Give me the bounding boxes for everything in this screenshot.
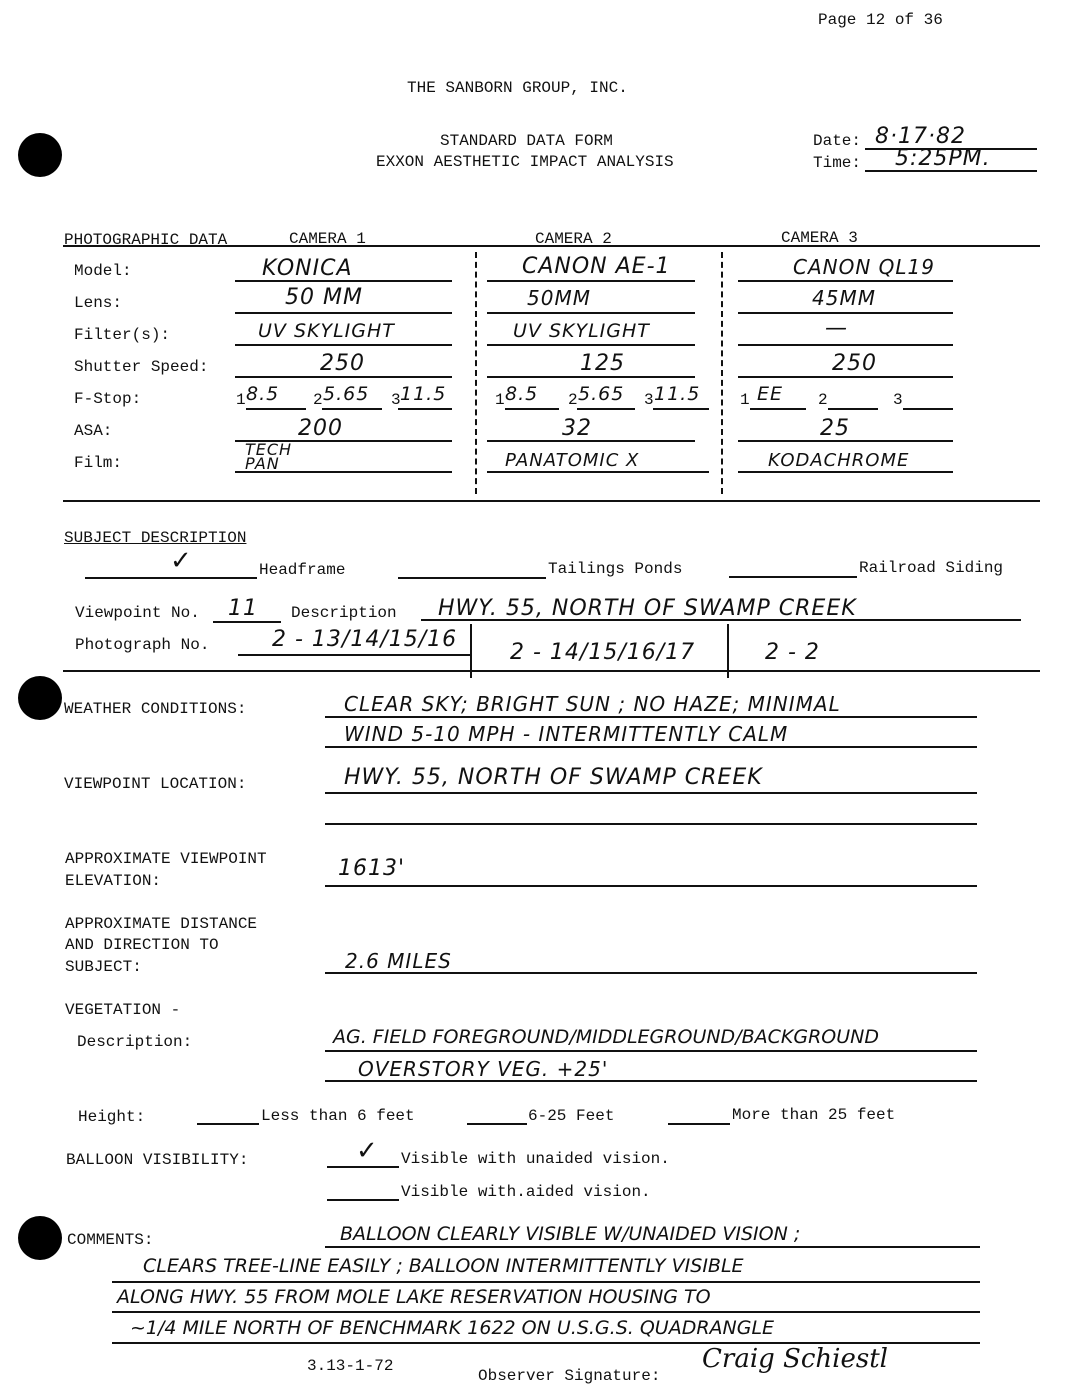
- shutter-label: Shutter Speed:: [74, 358, 209, 376]
- vegetation-line1[interactable]: AG. FIELD FOREGROUND/MIDDLEGROUND/BACKGROUND: [333, 1026, 879, 1048]
- field-line: [738, 280, 953, 282]
- field-line: [325, 823, 977, 825]
- height-more-25: More than 25 feet: [732, 1106, 896, 1124]
- field-line: [325, 746, 977, 748]
- punch-hole: [18, 1216, 62, 1260]
- field-line: [327, 1199, 399, 1201]
- elevation-value[interactable]: 1613': [338, 856, 406, 881]
- field-line: [213, 621, 281, 623]
- field-line: [505, 408, 559, 410]
- weather-label: WEATHER CONDITIONS:: [64, 700, 247, 718]
- vegetation-description-label: Description:: [77, 1033, 193, 1051]
- form-subtitle: EXXON AESTHETIC IMPACT ANALYSIS: [376, 153, 674, 171]
- field-line: [325, 716, 977, 718]
- distance-label-1: APPROXIMATE DISTANCE: [65, 915, 258, 933]
- field-line: [327, 1166, 399, 1168]
- field-line: [738, 440, 953, 442]
- field-line: [653, 408, 709, 410]
- field-line: [738, 471, 953, 473]
- field-line: [112, 1311, 980, 1313]
- observer-signature-label: Observer Signature:: [478, 1367, 661, 1385]
- field-line: [325, 792, 977, 794]
- comments-line2[interactable]: CLEARS TREE-LINE EASILY ; BALLOON INTERMITTENTLY VISIBLE: [143, 1255, 744, 1277]
- vegetation-line2[interactable]: OVERSTORY VEG. +25': [358, 1057, 609, 1081]
- field-line: [828, 408, 878, 410]
- field-line: [421, 619, 1021, 621]
- model-label: Model:: [74, 262, 132, 280]
- viewpoint-no-label: Viewpoint No.: [75, 604, 200, 622]
- photograph-no-camera1[interactable]: 2 - 13/14/15/16: [272, 627, 458, 652]
- camera3-lens[interactable]: 45MM: [812, 286, 876, 310]
- time-line: [865, 170, 1037, 172]
- weather-line2[interactable]: WIND 5-10 MPH - INTERMITTENTLY CALM: [344, 722, 789, 746]
- field-line: [467, 1123, 527, 1125]
- camera3-model[interactable]: CANON QL19: [793, 255, 936, 279]
- field-line: [750, 408, 806, 410]
- field-line: [487, 344, 695, 346]
- subject-bottom-rule: [63, 670, 1040, 672]
- field-line: [322, 408, 382, 410]
- date-label: Date:: [813, 132, 862, 150]
- photo-top-rule: [63, 245, 1040, 247]
- camera3-fstop-1[interactable]: EE: [757, 383, 784, 405]
- time-value[interactable]: 5:25PM.: [895, 146, 991, 171]
- camera3-asa[interactable]: 25: [820, 416, 850, 441]
- camera2-filter[interactable]: UV SKYLIGHT: [513, 320, 650, 342]
- field-line: [738, 376, 953, 378]
- date-value[interactable]: 8·17·82: [875, 124, 966, 149]
- camera2-fstop-2[interactable]: 5.65: [578, 383, 625, 405]
- comments-label: COMMENTS:: [67, 1231, 154, 1249]
- viewpoint-no-value[interactable]: 11: [228, 596, 258, 621]
- unaided-vision-label: Visible with unaided vision.: [401, 1150, 670, 1168]
- field-line: [487, 280, 695, 282]
- field-line: [235, 312, 452, 314]
- camera1-shutter[interactable]: 250: [320, 351, 365, 376]
- field-line: [197, 1123, 259, 1125]
- punch-hole: [18, 133, 62, 177]
- film-label: Film:: [74, 454, 123, 472]
- field-line: [398, 577, 546, 579]
- field-line: [235, 344, 452, 346]
- fstop-index-3: 3: [391, 391, 401, 409]
- form-number: 3.13-1-72: [307, 1357, 394, 1375]
- field-line: [487, 471, 709, 473]
- camera3-heading: CAMERA 3: [781, 229, 858, 247]
- camera2-heading: CAMERA 2: [535, 230, 612, 248]
- camera3-shutter[interactable]: 250: [832, 351, 877, 376]
- field-line: [325, 972, 977, 974]
- photograph-no-label: Photograph No.: [75, 636, 210, 654]
- fstop-index-1: 1: [740, 391, 750, 409]
- camera1-filter[interactable]: UV SKYLIGHT: [258, 320, 395, 342]
- punch-hole: [18, 676, 62, 720]
- distance-value[interactable]: 2.6 MILES: [345, 949, 452, 973]
- unaided-checkmark[interactable]: ✓: [356, 1136, 379, 1166]
- time-label: Time:: [813, 154, 862, 172]
- camera2-fstop-1[interactable]: 8.5: [505, 383, 539, 405]
- height-less-6: Less than 6 feet: [261, 1107, 415, 1125]
- field-line: [235, 280, 452, 282]
- height-6-25: 6-25 Feet: [528, 1107, 615, 1125]
- field-line: [738, 344, 953, 346]
- height-label: Height:: [78, 1108, 146, 1126]
- camera-divider: [721, 252, 723, 494]
- description-label: Description: [291, 604, 397, 622]
- field-line: [325, 1050, 977, 1052]
- description-value[interactable]: HWY. 55, NORTH OF SWAMP CREEK: [438, 596, 857, 621]
- camera3-film[interactable]: KODACHROME: [768, 450, 910, 471]
- camera1-model[interactable]: KONICA: [262, 256, 353, 281]
- photographic-data-heading: PHOTOGRAPHIC DATA: [64, 231, 228, 249]
- vegetation-label: VEGETATION -: [65, 1001, 181, 1019]
- field-line: [487, 440, 695, 442]
- camera1-film[interactable]: TECH PAN: [245, 440, 293, 473]
- camera3-filter[interactable]: —: [825, 316, 848, 341]
- fstop-index-3: 3: [893, 391, 903, 409]
- camera2-film[interactable]: PANATOMIC X: [505, 450, 640, 471]
- camera1-fstop-3[interactable]: 11.5: [400, 383, 447, 405]
- field-line: [398, 408, 452, 410]
- elevation-label-1: APPROXIMATE VIEWPOINT: [65, 850, 267, 868]
- field-line: [487, 312, 695, 314]
- viewpoint-location-label: VIEWPOINT LOCATION:: [64, 775, 247, 793]
- camera2-shutter[interactable]: 125: [580, 351, 625, 376]
- subject-description-heading: SUBJECT DESCRIPTION: [64, 529, 247, 547]
- page-number: Page 12 of 36: [818, 11, 943, 29]
- fstop-index-2: 2: [568, 391, 578, 409]
- fstop-index-2: 2: [313, 391, 323, 409]
- camera2-fstop-3[interactable]: 11.5: [654, 383, 701, 405]
- asa-label: ASA:: [74, 422, 113, 440]
- elevation-label-2: ELEVATION:: [65, 872, 162, 890]
- field-line: [235, 376, 452, 378]
- photograph-no-camera3[interactable]: 2 - 2: [765, 640, 820, 665]
- headframe-checkmark[interactable]: ✓: [170, 546, 193, 576]
- viewpoint-location-value[interactable]: HWY. 55, NORTH OF SWAMP CREEK: [344, 765, 763, 790]
- weather-line1[interactable]: CLEAR SKY; BRIGHT SUN ; NO HAZE; MINIMAL: [344, 692, 841, 716]
- camera2-asa[interactable]: 32: [562, 416, 592, 441]
- field-line: [246, 408, 306, 410]
- distance-label-3: SUBJECT:: [65, 958, 142, 976]
- lens-label: Lens:: [74, 294, 123, 312]
- field-line: [112, 1281, 980, 1283]
- field-line: [903, 408, 953, 410]
- camera1-lens[interactable]: 50 MM: [285, 285, 363, 310]
- field-line: [325, 1080, 977, 1082]
- comments-line4[interactable]: ~1/4 MILE NORTH OF BENCHMARK 1622 ON U.S.G.S. QUADRANGLE: [130, 1317, 775, 1339]
- company-name: THE SANBORN GROUP, INC.: [407, 79, 628, 97]
- camera1-asa[interactable]: 200: [298, 416, 343, 441]
- photo-bottom-rule: [63, 500, 1040, 502]
- field-line: [668, 1123, 730, 1125]
- field-line: [235, 471, 452, 473]
- field-line: [487, 376, 695, 378]
- field-line: [738, 312, 953, 314]
- field-line: [577, 408, 635, 410]
- photograph-no-camera2[interactable]: 2 - 14/15/16/17: [510, 640, 696, 665]
- aided-vision-label: Visible with.aided vision.: [401, 1183, 651, 1201]
- headframe-label: Headframe: [259, 561, 346, 579]
- comments-line3[interactable]: ALONG HWY. 55 FROM MOLE LAKE RESERVATION HOUSING TO: [117, 1286, 711, 1308]
- camera1-fstop-2[interactable]: 5.65: [323, 383, 370, 405]
- camera-divider: [475, 252, 477, 494]
- railroad-siding-label: Railroad Siding: [859, 559, 1004, 577]
- field-line: [325, 885, 977, 887]
- camera2-model[interactable]: CANON AE-1: [522, 254, 671, 279]
- distance-label-2: AND DIRECTION TO: [65, 936, 219, 954]
- fstop-index-2: 2: [818, 391, 828, 409]
- field-line: [729, 576, 857, 578]
- fstop-index-1: 1: [495, 391, 505, 409]
- fstop-label: F-Stop:: [74, 390, 142, 408]
- comments-line1[interactable]: BALLOON CLEARLY VISIBLE W/UNAIDED VISION ;: [340, 1223, 801, 1245]
- observer-signature[interactable]: Craig Schiestl: [702, 1344, 888, 1374]
- camera2-lens[interactable]: 50MM: [527, 286, 591, 310]
- field-line: [85, 577, 257, 579]
- form-title: STANDARD DATA FORM: [440, 132, 613, 150]
- tailings-ponds-label: Tailings Ponds: [548, 560, 683, 578]
- balloon-visibility-label: BALLOON VISIBILITY:: [66, 1151, 249, 1169]
- filter-label: Filter(s):: [74, 326, 171, 344]
- field-line: [238, 654, 470, 656]
- camera1-heading: CAMERA 1: [289, 230, 366, 248]
- fstop-index-3: 3: [644, 391, 654, 409]
- field-line: [325, 1246, 980, 1248]
- camera1-fstop-1[interactable]: 8.5: [246, 383, 280, 405]
- fstop-index-1: 1: [236, 391, 246, 409]
